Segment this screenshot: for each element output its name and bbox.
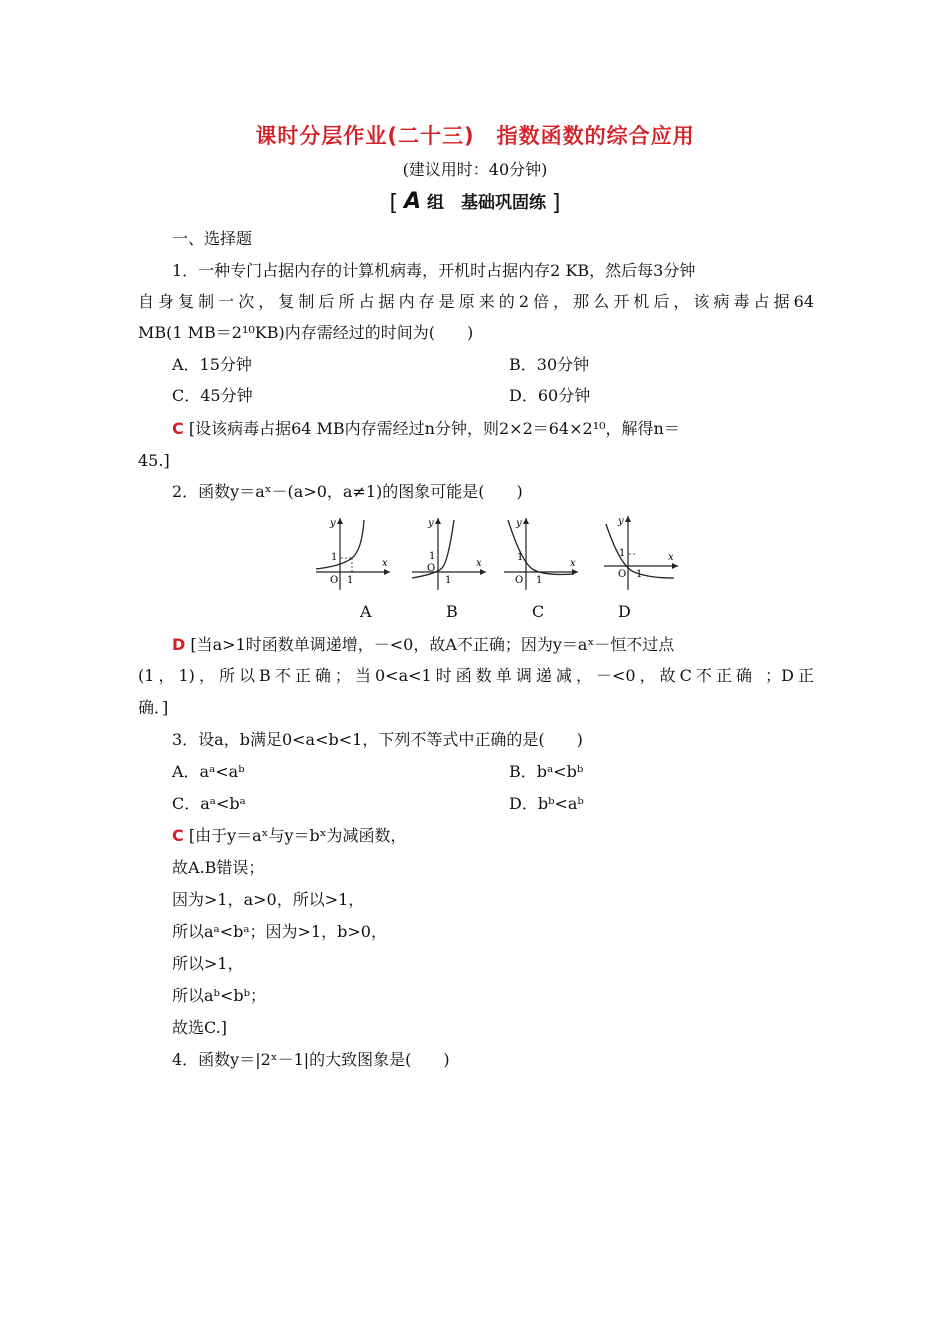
q3-solution-line4: 所以aᵃ<bᵃ；因为>1，b>0， bbox=[172, 922, 387, 941]
q3-option-a: A．aᵃ<aᵇ bbox=[172, 762, 245, 781]
svg-text:1: 1 bbox=[445, 575, 452, 586]
q1-option-a: A．15分钟 bbox=[172, 355, 252, 374]
q1-stem-line2: 自身复制一次，复制后所占据内存是原来的2倍，那么开机后，该病毒占据64 bbox=[138, 292, 814, 311]
svg-text:x: x bbox=[668, 552, 674, 563]
q1-option-c: C．45分钟 bbox=[172, 386, 253, 405]
svg-text:O: O bbox=[330, 575, 339, 586]
svg-text:x: x bbox=[570, 558, 576, 569]
q2-graph-label-a: A bbox=[360, 602, 372, 621]
svg-text:1: 1 bbox=[331, 552, 338, 563]
q3-solution-line6: 所以aᵇ<bᵇ； bbox=[172, 986, 266, 1005]
q3-stem: 3．设a，b满足0<a<b<1，下列不等式中正确的是( ) bbox=[172, 730, 583, 749]
q1-solution-line2: 45.] bbox=[138, 451, 170, 470]
q1-solution bbox=[172, 418, 680, 440]
q2-answer: D bbox=[172, 635, 186, 654]
q2-solution-line1: [当a>1时函数单调递增，－<0，故A不正确；因为y＝aˣ－恒不过点 bbox=[190, 635, 675, 654]
bracket-right: ] bbox=[551, 191, 561, 216]
page-title: 课时分层作业(二十三) 指数函数的综合应用 bbox=[255, 124, 695, 148]
q3-solution bbox=[172, 825, 407, 847]
q3-solution-line7: 故选C.] bbox=[172, 1018, 228, 1037]
group-label: 组 基础巩固练 bbox=[426, 193, 546, 213]
q3-solution-line1: [由于y＝aˣ与y＝bˣ为减函数， bbox=[188, 826, 407, 845]
svg-text:x: x bbox=[476, 558, 482, 569]
q1-stem-line1: 1．一种专门占据内存的计算机病毒，开机时占据内存2 KB，然后每3分钟 bbox=[172, 261, 696, 280]
svg-text:y: y bbox=[428, 518, 434, 529]
q3-solution-line3: 因为>1，a>0，所以>1， bbox=[172, 890, 365, 909]
svg-text:1: 1 bbox=[517, 552, 524, 563]
svg-text:1: 1 bbox=[347, 575, 354, 586]
svg-text:1: 1 bbox=[619, 548, 626, 559]
q3-solution-line5: 所以>1， bbox=[172, 954, 244, 973]
q2-solution bbox=[172, 634, 674, 656]
group-header bbox=[0, 188, 950, 216]
q2-graph-a bbox=[312, 512, 394, 592]
svg-text:O: O bbox=[427, 563, 436, 574]
q2-graph-d bbox=[600, 512, 682, 592]
svg-text:1: 1 bbox=[636, 569, 643, 580]
section-heading: 一、选择题 bbox=[172, 229, 253, 248]
svg-text:1: 1 bbox=[536, 575, 543, 586]
svg-text:y: y bbox=[330, 518, 336, 529]
q3-solution-line2: 故A.B错误； bbox=[172, 858, 265, 877]
svg-text:x: x bbox=[382, 558, 388, 569]
q1-solution-line1: [设该病毒占据64 MB内存需经过n分钟，则2×2＝64×2¹⁰，解得n＝ bbox=[188, 419, 680, 438]
q2-graph-label-d: D bbox=[618, 602, 631, 621]
q2-graph-label-b: B bbox=[446, 602, 458, 621]
q4-stem: 4．函数y＝|2ˣ－1|的大致图象是( ) bbox=[172, 1050, 450, 1069]
q3-option-d: D．bᵇ<aᵇ bbox=[509, 794, 584, 813]
group-letter: A bbox=[404, 189, 422, 214]
svg-text:y: y bbox=[618, 516, 624, 527]
q2-stem: 2．函数y＝aˣ－(a>0，a≠1)的图象可能是( ) bbox=[172, 482, 523, 501]
q2-graph-label-c: C bbox=[532, 602, 545, 621]
bracket-left: [ bbox=[389, 191, 399, 216]
q2-solution-line3: 确．] bbox=[138, 698, 169, 717]
q3-answer: C bbox=[172, 826, 184, 845]
q3-option-b: B．bᵃ<bᵇ bbox=[509, 762, 584, 781]
svg-text:O: O bbox=[515, 575, 524, 586]
q1-option-b: B．30分钟 bbox=[509, 355, 590, 374]
q2-graph-c bbox=[500, 512, 582, 592]
page-subtitle: (建议用时：40分钟) bbox=[402, 160, 548, 179]
q2-graph-b bbox=[408, 512, 490, 592]
q1-option-d: D．60分钟 bbox=[509, 386, 591, 405]
svg-text:1: 1 bbox=[429, 551, 436, 562]
svg-text:O: O bbox=[618, 569, 627, 580]
svg-text:y: y bbox=[516, 518, 522, 529]
q1-answer: C bbox=[172, 419, 184, 438]
q3-option-c: C．aᵃ<bᵃ bbox=[172, 794, 246, 813]
q2-solution-line2: (1，1)，所以B不正确；当0<a<1时函数单调递减，－<0，故C不正确 ；D正 bbox=[138, 666, 814, 685]
q1-stem-line3: MB(1 MB＝2¹⁰KB)内存需经过的时间为( ) bbox=[138, 323, 474, 342]
